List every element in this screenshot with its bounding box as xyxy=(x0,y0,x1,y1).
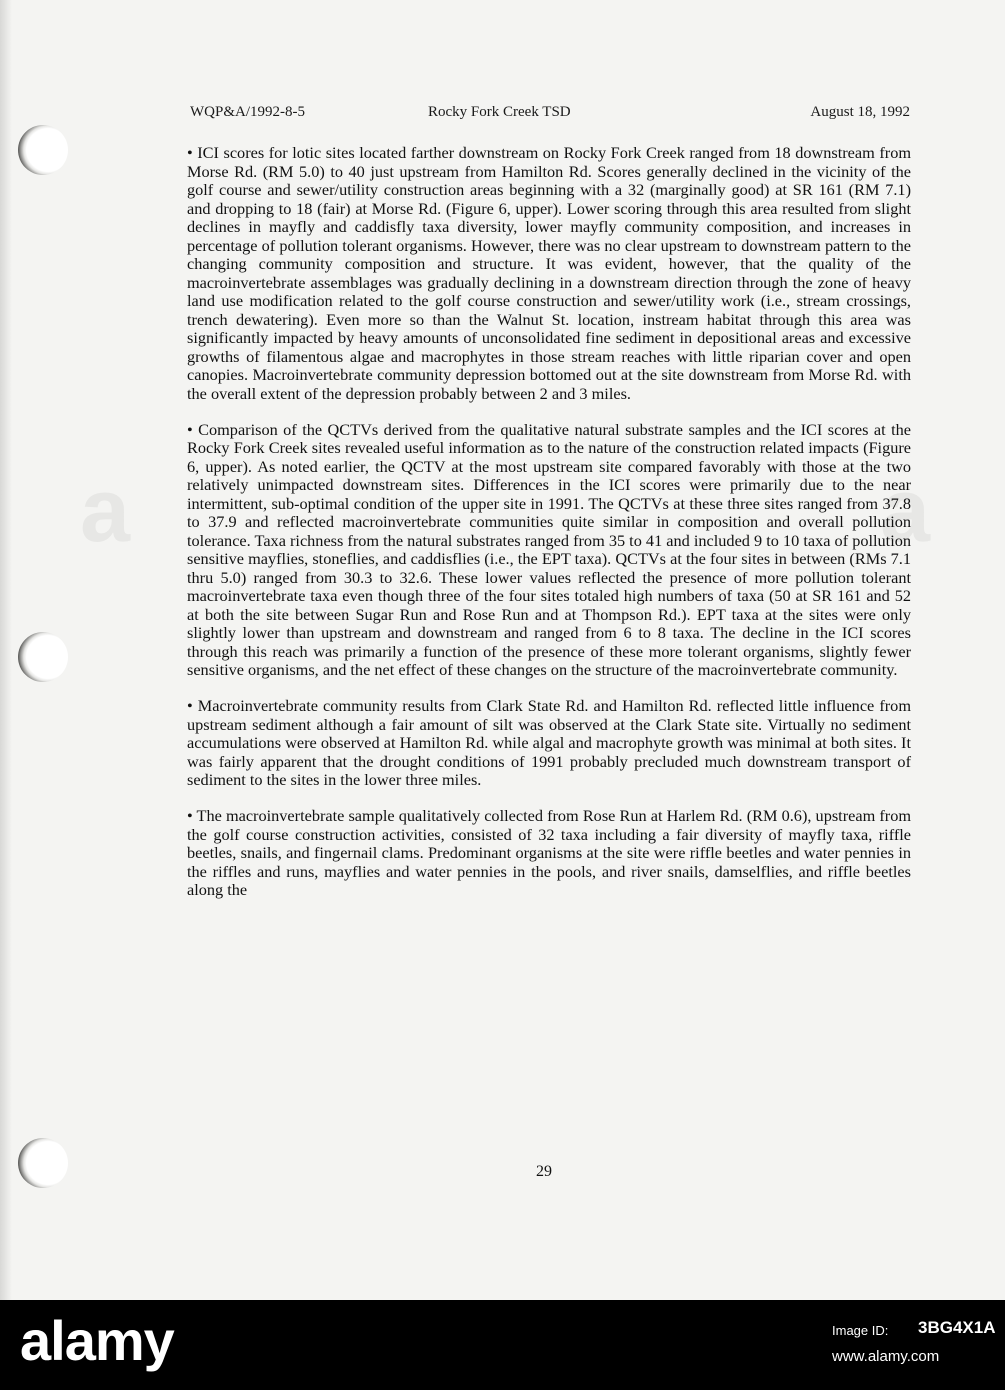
body-text xyxy=(187,144,911,917)
paragraph-qctv-comparison: • Comparison of the QCTVs derived from the qualitative natural substrate samples and the ICI scores at the Rocky Fork Creek sites revealed useful information as to the nature of the construction related impacts (Figure 6, upper). As noted earlier, the QCTV at the most upstream site compared favorably with those at the two relatively unimpacted downstream sites. Differences in the ICI scores were primarily due to the near intermittent, sub-optimal condition of the upper site in 1991. The QCTVs at these three sites ranged from 37.8 to 37.9 and reflected macroinvertebrate communities quite similar in composition and overall pollution tolerance. Taxa richness from the natural substrates ranged from 35 to 41 and included 9 to 10 taxa of pollution sensitive mayflies, stoneflies, and caddisflies (i.e., the EPT taxa). QCTVs at the four sites in between (RMs 7.1 thru 5.0) ranged from 30.3 to 32.6. These lower values reflected the presence of more pollution tolerant macroinvertebrate taxa even though three of the four sites totaled high numbers of taxa (50 at SR 161 and 52 at both the site between Sugar Run and Rose Run and at Thompson Rd.). EPT taxa at the sites were only slightly lower than upstream and downstream and ranged from 6 to 8 taxa. The decline in the ICI scores through this reach was primarily a function of the presence of these more tolerant organisms, slightly fewer sensitive organisms, and the net effect of these changes on the structure of the macroinvertebrate community. xyxy=(187,419,911,679)
page-edge-shadow xyxy=(0,0,12,1300)
page-header xyxy=(190,104,910,126)
header-doc-id: WQP&A/1992-8-5 xyxy=(190,104,305,120)
paragraph-rose-run: • The macroinvertebrate sample qualitatively collected from Rose Run at Harlem Rd. (RM 0.6), upstream from the golf course construction activities, consisted of 32 taxa including a fair diversity of mayfly taxa, riffle beetles, snails, and fingernail clams. Predominant organisms at the site were riffle beetles and water pennies in the riffles and runs, mayflies and water pennies in the pools, and river snails, damselflies, and riffle beetles along the xyxy=(187,806,911,899)
watermark-ghost: a xyxy=(880,461,931,561)
header-title: Rocky Fork Creek TSD xyxy=(428,104,571,120)
page-number: 29 xyxy=(536,1163,552,1180)
punch-hole-top xyxy=(18,125,68,175)
watermark-ghost: a xyxy=(80,461,131,561)
image-id-label: Image ID: xyxy=(832,1323,889,1338)
site-url: www.alamy.com xyxy=(832,1348,940,1365)
punch-hole-middle xyxy=(18,632,68,682)
paragraph-clark-hamilton: • Macroinvertebrate community results from Clark State Rd. and Hamilton Rd. reflected little influence from upstream sediment although a fair amount of silt was observed at the Clark State site. Virtually no sediment accumulations were observed at Hamilton Rd. while algal and macrophyte growth was minimal at both sites. It was fairly apparent that the drought conditions of 1991 probably precluded much downstream transport of sediment to the sites in the lower three miles. xyxy=(187,696,911,789)
image-id: 3BG4X1A xyxy=(918,1318,996,1337)
paragraph-ici-scores: • ICI scores for lotic sites located farther downstream on Rocky Fork Creek ranged from 18 downstream from Morse Rd. (RM 5.0) to 40 just upstream from Hamilton Rd. Scores generally declined in the vicinity of the golf course and sewer/utility construction areas beginning with a 32 (marginally good) at SR 161 (RM 7.1) and dropping to 18 (fair) at Morse Rd. (Figure 6, upper). Lower scoring through this area resulted from slight declines in mayfly and caddisfly taxa diversity, lower mayfly community composition, and increases in percentage of pollution tolerant organisms. However, there was no clear upstream to downstream pattern to the changing community composition and structure. It was evident, however, that the quality of the macroinvertebrate assemblages was gradually declining in a downstream direction through the zone of heavy land use modification related to the golf course construction and sewer/utility work (i.e., stream crossings, trench dewatering). Even more so than the Walnut St. location, instream habitat through this area was significantly impacted by heavy amounts of unconsolidated fine sediment in depositional areas and excessive growths of filamentous algae and macrophytes in those stream reaches with little riparian cover and open canopies. Macroinvertebrate community depression bottomed out at the site downstream from Morse Rd. with the overall extent of the depression probably between 2 and 3 miles. xyxy=(187,143,911,403)
alamy-logo: alamy xyxy=(20,1309,174,1372)
header-date: August 18, 1992 xyxy=(810,104,910,120)
stock-watermark-bar xyxy=(0,1300,1005,1390)
